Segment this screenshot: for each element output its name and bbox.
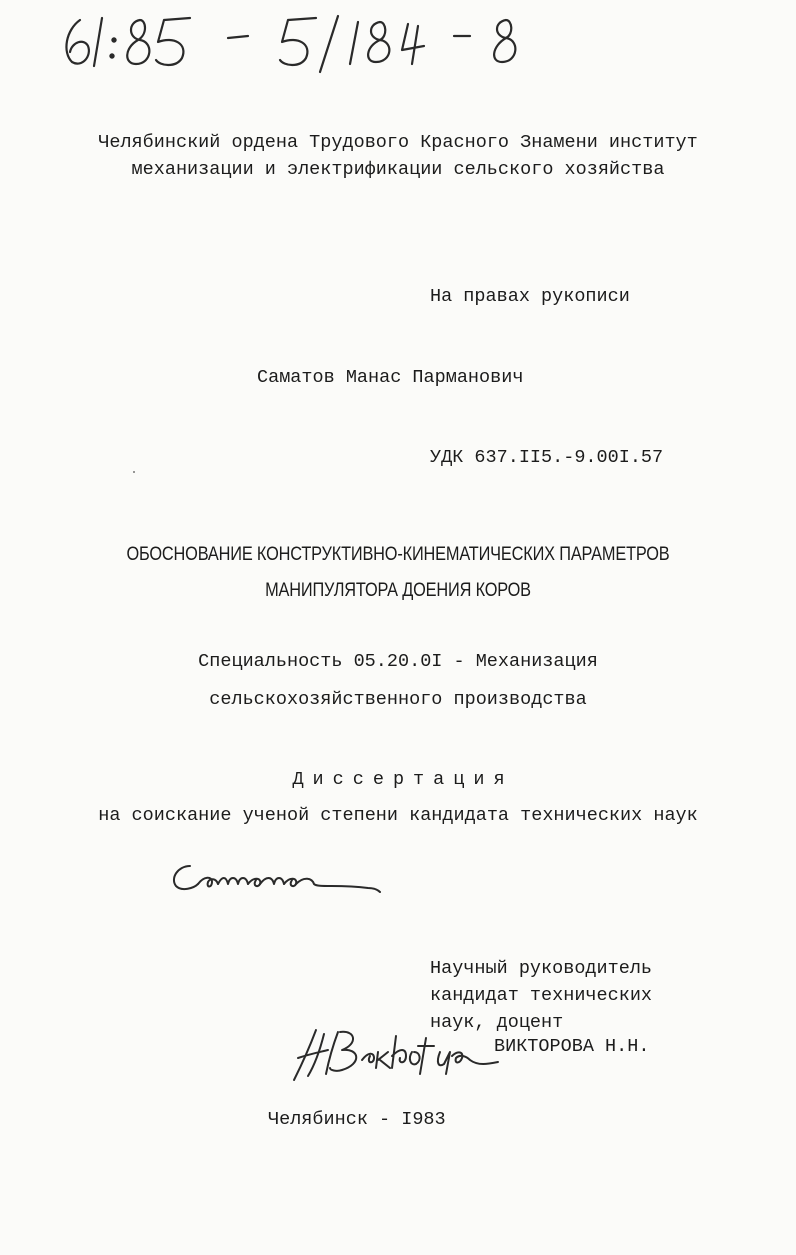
archive-mark	[58, 6, 528, 76]
archive-mark-handwriting	[58, 6, 528, 76]
document-type: Диссертация	[292, 769, 514, 790]
place-year: Челябинск - I983	[268, 1109, 446, 1130]
supervisor-name: ВИКТОРОВА Н.Н.	[494, 1036, 650, 1057]
author-signature-handwriting	[168, 858, 388, 898]
dissertation-title-line-1: ОБОСНОВАНИЕ КОНСТРУКТИВНО-КИНЕМАТИЧЕСКИХ ПАРАМЕТРОВ	[126, 544, 670, 565]
dissertation-title-line-2: МАНИПУЛЯТОРА ДОЕНИЯ КОРОВ	[265, 580, 531, 601]
specialty-line-1: Специальность 05.20.0I - Механизация	[198, 651, 598, 672]
udc-code: УДК 637.II5.-9.00I.57	[430, 447, 664, 468]
author-name: Саматов Манас Парманович	[257, 367, 524, 388]
supervisor-line-2: кандидат технических	[430, 985, 653, 1006]
institution-line-2: механизации и электрификации сельского хозяйства	[131, 159, 665, 180]
author-signature	[168, 858, 388, 898]
supervisor-line-3: наук, доцент	[430, 1012, 564, 1033]
manuscript-note: На правах рукописи	[430, 286, 630, 307]
supervisor-signature	[288, 1024, 500, 1084]
supervisor-signature-handwriting	[288, 1024, 500, 1084]
specialty-line-2: сельскохозяйственного производства	[209, 689, 587, 710]
supervisor-line-1: Научный руководитель	[430, 958, 653, 979]
degree-statement: на соискание ученой степени кандидата технических наук	[98, 805, 698, 826]
institution-line-1: Челябинский ордена Трудового Красного Знамени институт	[98, 132, 698, 153]
paper-speck	[133, 471, 135, 473]
